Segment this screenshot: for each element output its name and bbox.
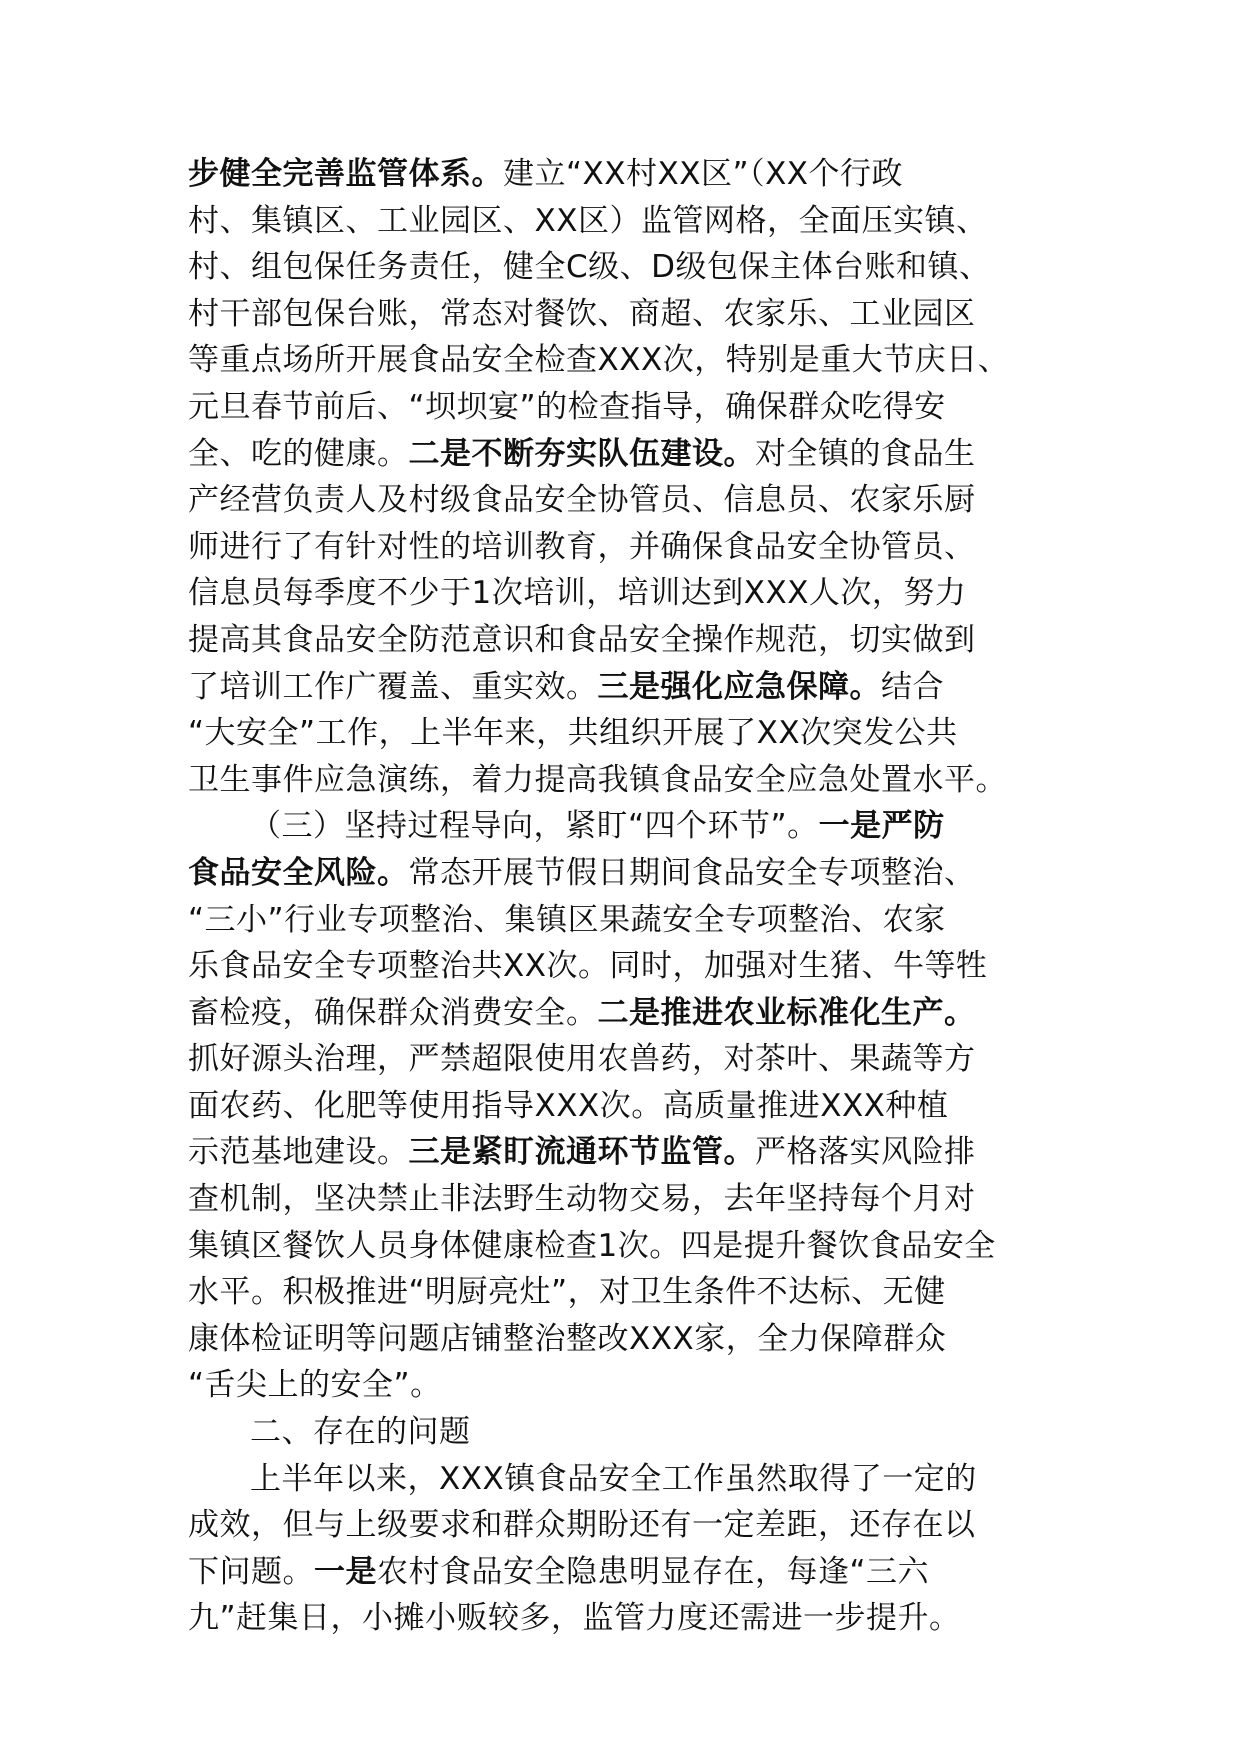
text-line <box>188 244 1060 291</box>
text-run: 产经营负责人及村级食品安全协管员、信息员、农家乐厨 <box>188 482 976 519</box>
text-run: 了培训工作广覆盖、重实效。 <box>188 668 598 705</box>
text-run: 集镇区餐饮人员身体健康检查1次。四是提升餐饮食品安全 <box>188 1227 996 1264</box>
text-line <box>188 1129 1060 1176</box>
text-line <box>188 570 1060 617</box>
text-run: 九”赶集日，小摊小贩较多，监管力度还需进一步提升。 <box>188 1600 961 1637</box>
text-run: 师进行了有针对性的培训教育，并确保食品安全协管员、 <box>188 528 976 565</box>
text-line <box>188 337 1060 384</box>
text-run: 查机制，坚决禁止非法野生动物交易，去年坚持每个月对 <box>188 1181 976 1218</box>
text-line <box>188 1036 1060 1083</box>
text-line <box>188 291 1060 338</box>
text-line <box>188 1316 1060 1363</box>
text-line <box>188 1409 1060 1456</box>
text-run: 抓好源头治理，严禁超限使用农兽药，对茶叶、果蔬等方 <box>188 1041 976 1078</box>
bold-heading-run: 二是推进农业标准化生产。 <box>597 994 976 1031</box>
text-line <box>188 617 1060 664</box>
text-run: 全、吃的健康。 <box>188 435 409 472</box>
text-run: 严格落实风险排 <box>755 1134 976 1171</box>
text-run: 等重点场所开展食品安全检查XXX次，特别是重大节庆日、 <box>188 342 1010 379</box>
text-line <box>188 897 1060 944</box>
text-run: 示范基地建设。 <box>188 1134 409 1171</box>
text-line <box>188 1362 1060 1409</box>
text-run: 结合 <box>881 668 944 705</box>
text-run: “三小”行业专项整治、集镇区果蔬安全专项整治、农家 <box>188 901 946 938</box>
text-line <box>188 1549 1060 1596</box>
bold-heading-run: 三是紧盯流通环节监管。 <box>408 1134 755 1171</box>
text-line <box>188 803 1060 850</box>
text-run: 元旦春节前后、“坝坝宴”的检查指导，确保群众吃得安 <box>188 388 946 425</box>
text-run: 农村食品安全隐患明显存在，每逢“三六 <box>377 1553 930 1590</box>
text-run: 面农药、化肥等使用指导XXX次。高质量推进XXX种植 <box>188 1087 949 1124</box>
text-run: 信息员每季度不少于1次培训，培训达到XXX人次，努力 <box>188 575 967 612</box>
bold-heading-run: 步健全完善监管体系。 <box>188 156 503 192</box>
text-run: 水平。积极推进“明厨亮灶”，对卫生条件不达标、无健 <box>188 1274 946 1311</box>
text-line <box>188 850 1060 897</box>
text-line <box>188 710 1060 757</box>
text-run: 卫生事件应急演练，着力提高我镇食品安全应急处置水平。 <box>188 761 1007 798</box>
text-run: “舌尖上的安全”。 <box>188 1367 442 1404</box>
text-run: 建立“XX村XX区”（XX个行政 <box>503 156 904 192</box>
text-line <box>188 524 1060 571</box>
text-line <box>188 664 1060 711</box>
text-line <box>188 990 1060 1037</box>
bold-heading-run: 三是强化应急保障。 <box>597 668 881 705</box>
document-body <box>188 151 1060 1642</box>
text-line <box>188 1456 1060 1503</box>
text-run: “大安全”工作，上半年来，共组织开展了XX次突发公共 <box>188 715 958 752</box>
text-run: 村、组包保任务责任，健全C级、D级包保主体台账和镇、 <box>188 249 991 286</box>
text-line <box>188 151 1060 198</box>
text-line <box>188 757 1060 804</box>
text-run: 二、存在的问题 <box>250 1414 471 1451</box>
text-run: 村、集镇区、工业园区、XX区）监管网格，全面压实镇、 <box>188 202 988 239</box>
text-run: 畜检疫，确保群众消费安全。 <box>188 994 598 1031</box>
text-line <box>188 1269 1060 1316</box>
text-run: 村干部包保台账，常态对餐饮、商超、农家乐、工业园区 <box>188 295 976 332</box>
text-line <box>188 384 1060 431</box>
text-line <box>188 198 1060 245</box>
text-line <box>188 1223 1060 1270</box>
text-run: 上半年以来，XXX镇食品安全工作虽然取得了一定的 <box>250 1460 977 1497</box>
text-line <box>188 1083 1060 1130</box>
bold-heading-run: 食品安全风险。 <box>188 854 409 891</box>
text-run: 成效，但与上级要求和群众期盼还有一定差距，还存在以 <box>188 1507 976 1544</box>
bold-heading-run: 一是 <box>314 1553 377 1590</box>
text-run: 乐食品安全专项整治共XX次。同时，加强对生猪、牛等牲 <box>188 948 988 985</box>
text-run: （三）坚持过程导向，紧盯“四个环节”。 <box>250 808 819 845</box>
text-run: 对全镇的食品生 <box>755 435 976 472</box>
bold-heading-run: 二是不断夯实队伍建设。 <box>408 435 755 472</box>
text-line <box>188 1502 1060 1549</box>
text-line <box>188 1595 1060 1642</box>
text-run: 常态开展节假日期间食品安全专项整治、 <box>408 854 976 891</box>
text-run: 下问题。 <box>188 1553 314 1590</box>
bold-heading-run: 一是严防 <box>818 808 945 845</box>
text-line <box>188 943 1060 990</box>
text-line <box>188 477 1060 524</box>
text-run: 提高其食品安全防范意识和食品安全操作规范，切实做到 <box>188 621 976 658</box>
text-line <box>188 1176 1060 1223</box>
text-line <box>188 431 1060 478</box>
text-run: 康体检证明等问题店铺整治整改XXX家，全力保障群众 <box>188 1320 947 1357</box>
